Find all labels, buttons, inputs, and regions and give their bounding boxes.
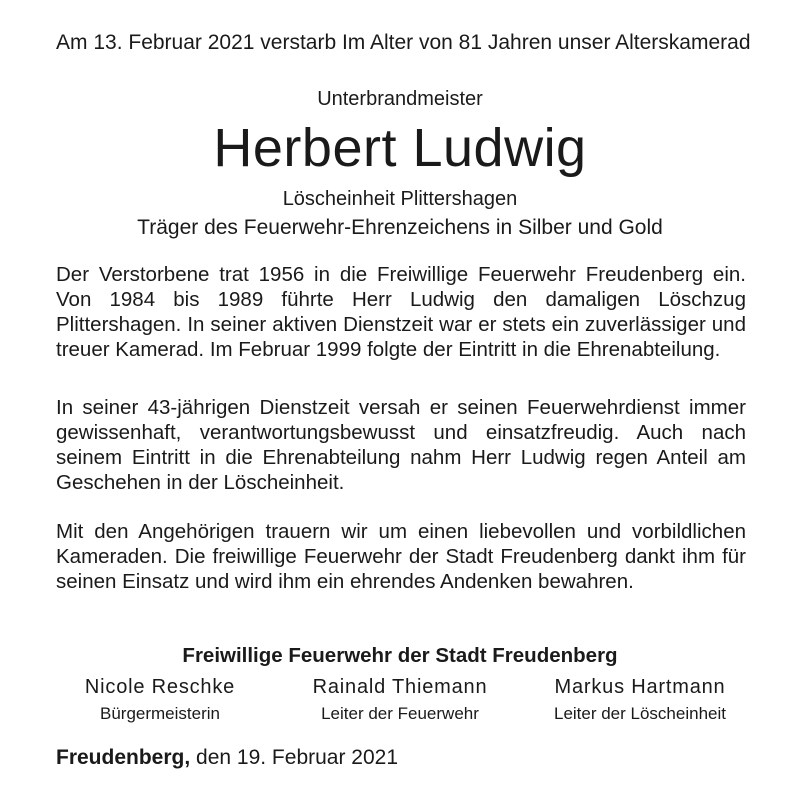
signer — [40, 674, 280, 726]
deceased-name: Herbert Ludwig — [213, 118, 587, 178]
signer-role: Leiter der Feuerwehr — [321, 704, 479, 723]
signer-role: Bürgermeisterin — [100, 704, 220, 723]
paragraph-career: Der Verstorbene trat 1956 in die Freiwillige Feuerwehr Freudenberg ein. Von 1984 bis 1989 führte Herr Ludwig den damaligen Löschzug Plittershagen. In seiner aktiven Dienstzeit war er stets ein zuverlässiger und treuer Kamerad. Im Februar 1999 folgte der Eintritt in die Ehrenabteilung. — [56, 263, 746, 361]
signer-role: Leiter der Löscheinheit — [553, 704, 726, 723]
date: den 19. Februar 2021 — [196, 746, 399, 769]
signer-name: Rainald Thiemann — [312, 676, 488, 698]
signer — [280, 674, 520, 726]
signers — [40, 674, 760, 726]
signer-name: Nicole Reschke — [84, 676, 236, 698]
organization-name: Freiwillige Feuerwehr der Stadt Freudenberg — [182, 644, 618, 667]
signer — [520, 674, 760, 726]
deceased-rank: Unterbrandmeister — [317, 88, 483, 110]
place: Freudenberg, — [56, 746, 191, 769]
paragraph-mourning: Mit den Angehörigen trauern wir um einen liebevollen und vorbildlichen Kameraden. Die freiwillige Feuerwehr der Stadt Freudenberg dankt ihm für seinen Einsatz und wird ihm ein ehrendes Andenken bewahren. — [56, 520, 746, 593]
signer-name: Markus Hartmann — [554, 676, 726, 698]
intro-text: Am 13. Februar 2021 verstarb Im Alter von 81 Jahren unser Alterskamerad — [56, 31, 751, 54]
honor-text: Träger des Feuerwehr-Ehrenzeichens in Silber und Gold — [137, 216, 663, 239]
place-date-line — [56, 744, 398, 772]
paragraph-service: In seiner 43-jährigen Dienstzeit versah er seinen Feuerwehrdienst immer gewissenhaft, verantwortungsbewusst und einsatzfreudig. Auch nach seinem Eintritt in die Ehrenabteilung nahm Herr Ludwig regen Anteil am Geschehen in der Löscheinheit. — [56, 396, 746, 494]
fire-unit: Löscheinheit Plittershagen — [282, 188, 518, 210]
